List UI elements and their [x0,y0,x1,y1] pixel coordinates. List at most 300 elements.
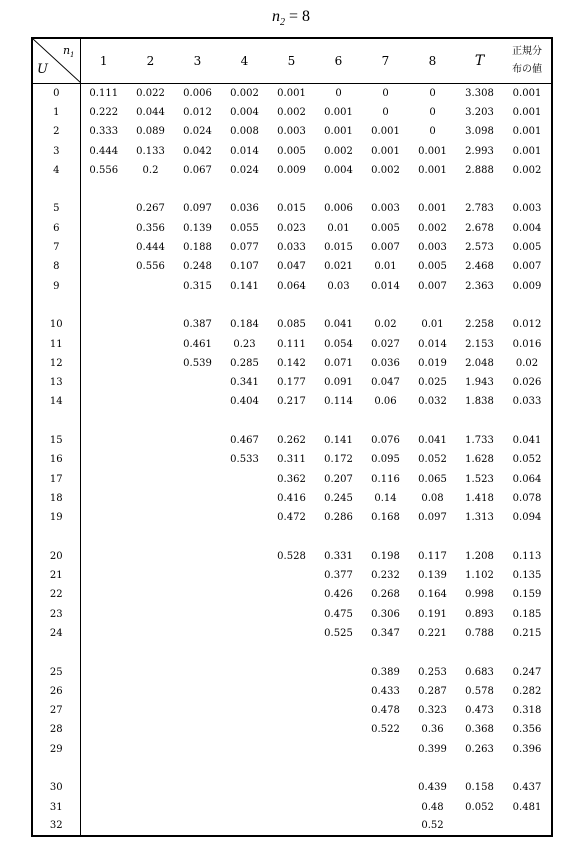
table-cell: 0.23 [233,338,256,350]
col-variable-label: $n_1$ [62,44,75,60]
table-cell: 0.578 [465,685,494,697]
table-cell: 0.014 [230,145,259,157]
table-row [32,469,552,488]
table-cell: 0.002 [277,106,306,118]
u-value-cell: 1 [32,103,80,122]
table-cell [127,547,174,566]
table-cell [80,682,127,701]
table-cell: 0.024 [230,164,259,176]
u-value-cell: 29 [32,740,80,759]
table-cell: 3.098 [465,126,494,138]
table-cell [315,662,362,681]
table-cell: 0.001 [418,164,447,176]
table-cell: 0.023 [277,222,306,234]
table-cell [221,740,268,759]
table-cell: 0.267 [136,203,165,215]
table-cell: 0.015 [277,203,306,215]
table-cell: 0.788 [465,627,494,639]
table-cell [80,431,127,450]
table-cell: 0.001 [512,87,542,99]
table-cell: 0.002 [512,164,542,176]
table-cell [127,276,174,295]
table-body [32,84,552,837]
u-value-cell: 19 [32,508,80,527]
table-cell [80,797,127,816]
table-row [32,354,552,373]
table-cell: 1.208 [465,550,494,562]
table-row [32,161,552,180]
table-cell: 0.315 [183,280,212,292]
u-value-cell: 32 [32,817,80,836]
table-cell [362,797,409,816]
title-variable: n [271,8,280,25]
table-cell [174,450,221,469]
spacer-row [32,527,552,546]
table-cell: 0.185 [512,608,542,620]
table-cell: 2.363 [465,280,494,292]
table-cell: 0.362 [277,473,306,485]
table-cell: 0.113 [512,550,542,562]
table-cell [174,662,221,681]
table-cell: 0.004 [230,106,259,118]
table-cell: 0.399 [418,743,447,755]
table-cell: 0.026 [512,377,542,389]
table-cell: 0.024 [183,126,212,138]
table-cell [80,257,127,276]
col-header: 2 [127,38,174,84]
table-cell: 0.286 [324,512,353,524]
u-value-cell: 20 [32,547,80,566]
table-row [32,122,552,141]
table-cell [221,508,268,527]
table-cell [127,624,174,643]
table-cell: 0 [429,87,436,99]
table-cell: 0.533 [230,454,259,466]
table-cell [174,566,221,585]
table-cell: 0.683 [465,666,494,678]
table-cell [127,334,174,353]
table-cell: 0.389 [371,666,400,678]
title-equals: = 8 [288,8,311,25]
table-cell: 0.142 [277,357,306,369]
table-cell: 0.003 [371,203,400,215]
u-value-cell: 22 [32,585,80,604]
table-cell: 0.245 [324,492,353,504]
table-cell: 0.253 [418,666,447,678]
table-cell: 0.172 [324,454,353,466]
table-cell: 0.032 [418,396,447,408]
table-cell: 0.042 [183,145,212,157]
table-cell [362,778,409,797]
table-cell [174,797,221,816]
table-cell: 0.444 [136,242,165,254]
table-cell: 0.007 [512,261,542,273]
table-cell: 0.116 [371,473,400,485]
normal-header-line: 正規分 [512,46,542,57]
table-cell [80,720,127,739]
u-value-cell: 18 [32,489,80,508]
table-cell [174,431,221,450]
col-header: 6 [315,38,362,84]
table-cell [80,701,127,720]
table-cell: 0.177 [277,377,306,389]
col-header-normal [503,38,552,84]
u-value-cell: 16 [32,450,80,469]
table-cell: 0.002 [324,145,353,157]
table-cell [80,778,127,797]
table-cell: 0.556 [89,164,119,176]
table-cell [127,740,174,759]
table-cell [174,701,221,720]
table-cell [127,682,174,701]
spacer-cell [32,759,80,778]
table-cell: 0.168 [371,512,400,524]
table-cell: 0.198 [371,550,400,562]
table-row [32,662,552,681]
table-cell: 0.184 [230,319,259,331]
table-cell: 0 [335,87,342,99]
spacer-row [32,180,552,199]
table-cell [221,778,268,797]
u-value-cell: 12 [32,354,80,373]
table-row [32,740,552,759]
table-cell: 0.528 [277,550,306,562]
table-cell: 0.007 [418,280,447,292]
table-cell [456,817,503,836]
table-cell: 0.248 [183,261,212,273]
table-cell [174,469,221,488]
table-cell: 0.03 [327,280,350,292]
table-cell: 0.08 [421,492,444,504]
table-cell [315,720,362,739]
table-cell: 0.114 [324,396,353,408]
u-value-cell: 14 [32,392,80,411]
table-cell: 0.077 [230,242,259,254]
table-cell [315,682,362,701]
table-cell: 0.052 [512,454,542,466]
table-cell [221,547,268,566]
table-cell [80,199,127,218]
table-cell: 0.027 [371,338,400,350]
table-cell: 0.263 [465,743,494,755]
table-cell [268,778,315,797]
table-cell: 0.141 [230,280,259,292]
table-cell [174,720,221,739]
table-cell: 2.573 [465,242,494,254]
table-cell [221,489,268,508]
col-header: 8 [409,38,456,84]
col-header: 4 [221,38,268,84]
table-cell: 0.001 [324,126,353,138]
table-cell: 0.368 [465,724,494,736]
table-cell [80,585,127,604]
table-row [32,450,552,469]
table-cell: 2.993 [465,145,494,157]
table-cell: 0.139 [183,222,212,234]
u-value-cell: 10 [32,315,80,334]
table-cell [127,392,174,411]
page-title [0,8,582,28]
table-cell: 0.001 [277,87,306,99]
u-value-cell: 13 [32,373,80,392]
table-cell: 0.356 [512,724,542,736]
normal-header-line: 布の値 [512,64,542,75]
spacer-row [32,296,552,315]
u-value-cell: 3 [32,141,80,160]
table-cell [127,662,174,681]
table-cell [80,740,127,759]
spacer-cell [80,643,552,662]
table-cell [315,778,362,797]
table-cell: 2.258 [465,319,494,331]
table-cell: 0.377 [324,570,353,582]
table-cell: 0.044 [136,106,165,118]
table-cell: 0.076 [371,434,400,446]
u-value-cell: 8 [32,257,80,276]
table-cell: 0.117 [418,550,447,562]
table-cell: 1.523 [465,473,494,485]
table-cell [268,720,315,739]
table-cell: 0.285 [230,357,259,369]
table-cell: 1.418 [465,492,494,504]
table-row [32,334,552,353]
table-cell [174,624,221,643]
table-cell: 0.158 [465,782,494,794]
table-row [32,141,552,160]
table-cell: 0.306 [371,608,400,620]
table-cell: 0.019 [418,357,447,369]
table-cell: 0.437 [512,782,542,794]
table-cell [174,373,221,392]
table-row [32,720,552,739]
table-cell: 0.036 [371,357,400,369]
table-cell: 0.06 [374,396,397,408]
table-cell [221,469,268,488]
table-cell: 0.998 [465,589,494,601]
table-cell: 0.097 [418,512,447,524]
probability-table [31,37,553,837]
table-cell [127,373,174,392]
table-cell: 0.111 [89,87,119,99]
table-cell [80,392,127,411]
table-cell [127,778,174,797]
table-cell: 0.014 [418,338,447,350]
table-cell: 0.001 [512,106,542,118]
table-cell [127,354,174,373]
table-cell: 1.943 [465,377,494,389]
table-cell: 1.628 [465,454,494,466]
table-cell [174,508,221,527]
table-cell: 0.091 [324,377,353,389]
table-cell: 2.888 [465,164,494,176]
table-cell [80,238,127,257]
table-cell: 0.078 [512,492,542,504]
table-cell: 0.475 [324,608,353,620]
table-cell: 0.478 [371,705,400,717]
table-row [32,489,552,508]
table-cell: 0.015 [324,242,353,254]
table-cell: 0.006 [324,203,353,215]
spacer-row [32,412,552,431]
table-cell: 0.002 [371,164,400,176]
table-row [32,84,552,103]
col-header: 3 [174,38,221,84]
table-cell: 0.159 [512,589,542,601]
table-cell: 0.539 [183,357,212,369]
table-cell: 0.107 [230,261,259,273]
table-cell: 0.071 [324,357,353,369]
table-cell: 0.095 [371,454,400,466]
table-cell: 0.356 [136,222,165,234]
table-cell: 0.222 [89,106,119,118]
table-cell: 0 [429,106,436,118]
table-cell: 0.094 [512,512,542,524]
table-cell: 0.001 [512,145,542,157]
table-cell: 0.065 [418,473,447,485]
table-cell [268,817,315,836]
table-cell: 0.001 [324,106,353,118]
table-cell [80,624,127,643]
table-cell: 0.003 [418,242,447,254]
table-row [32,585,552,604]
table-cell [221,624,268,643]
table-cell [127,797,174,816]
table-cell: 0.139 [418,570,447,582]
table-row [32,315,552,334]
table-cell: 0 [382,106,389,118]
table-cell [268,605,315,624]
table-cell: 0.311 [277,454,306,466]
table-cell [127,450,174,469]
table-cell [80,354,127,373]
table-cell [315,701,362,720]
table-row [32,797,552,816]
table-cell: 0.52 [421,820,444,832]
table-cell [362,740,409,759]
table-cell: 0.444 [89,145,119,157]
table-cell: 0.287 [418,685,447,697]
table-cell: 0.007 [371,242,400,254]
table-cell [174,547,221,566]
table-cell: 0.033 [277,242,306,254]
table-cell [221,797,268,816]
table-cell: 0.001 [371,145,400,157]
table-cell: 0.002 [418,222,447,234]
table-cell: 0.002 [230,87,259,99]
u-value-cell: 27 [32,701,80,720]
table-cell [268,682,315,701]
table-cell: 1.838 [465,396,494,408]
table-cell: 0.041 [512,434,542,446]
table-cell [221,662,268,681]
table-row [32,392,552,411]
table-cell [268,566,315,585]
table-cell: 0 [429,126,436,138]
table-cell: 0.556 [136,261,165,273]
table-cell: 0.052 [465,801,494,813]
table-cell: 0.016 [512,338,542,350]
table-cell: 0.135 [512,570,542,582]
table-cell: 0.009 [512,280,542,292]
table-row [32,682,552,701]
table-cell: 0.001 [512,126,542,138]
table-cell: 0.232 [371,570,400,582]
table-cell: 0.331 [324,550,353,562]
table-cell: 0.02 [374,319,397,331]
table-cell [174,817,221,836]
table-cell: 3.203 [465,106,494,118]
table-cell: 3.308 [465,87,494,99]
table-cell [80,605,127,624]
table-cell: 0 [382,87,389,99]
spacer-cell [80,527,552,546]
table-cell: 0.14 [374,492,397,504]
col-header: 5 [268,38,315,84]
table-cell: 0.022 [136,87,165,99]
u-value-cell: 0 [32,84,80,103]
u-value-cell: 2 [32,122,80,141]
u-value-cell: 15 [32,431,80,450]
table-cell: 0.064 [512,473,542,485]
table-cell [268,740,315,759]
table-cell [127,315,174,334]
table-cell [80,469,127,488]
table-cell [127,508,174,527]
table-cell [80,817,127,836]
table-cell: 0.318 [512,705,542,717]
table-cell: 0.2 [142,164,159,176]
table-cell [80,276,127,295]
table-row [32,605,552,624]
table-cell: 0.004 [512,222,542,234]
table-cell: 0.191 [418,608,447,620]
table-row [32,566,552,585]
spacer-cell [32,527,80,546]
table-cell: 1.102 [465,570,494,582]
spacer-cell [80,296,552,315]
table-cell [221,566,268,585]
table-cell: 0.064 [277,280,306,292]
table-cell [80,489,127,508]
table-cell: 0.396 [512,743,542,755]
table-row [32,257,552,276]
table-cell: 0.005 [371,222,400,234]
table-cell: 0.221 [418,627,447,639]
table-cell: 0.467 [230,434,259,446]
header-row [32,38,552,84]
table-cell [221,817,268,836]
table-cell: 0.003 [277,126,306,138]
spacer-row [32,643,552,662]
table-cell: 0.001 [418,203,447,215]
table-cell [80,450,127,469]
table-cell: 0.341 [230,377,259,389]
table-cell: 0.01 [327,222,350,234]
table-cell [80,662,127,681]
table-cell: 0.188 [183,242,212,254]
table-cell: 0.036 [230,203,259,215]
table-cell: 0.133 [136,145,165,157]
table-cell: 0.005 [418,261,447,273]
table-cell [80,219,127,238]
table-cell: 0.323 [418,705,447,717]
u-value-cell: 30 [32,778,80,797]
table-row [32,431,552,450]
table-row [32,778,552,797]
table-cell: 0.052 [418,454,447,466]
table-cell: 0.282 [512,685,542,697]
u-value-cell: 21 [32,566,80,585]
